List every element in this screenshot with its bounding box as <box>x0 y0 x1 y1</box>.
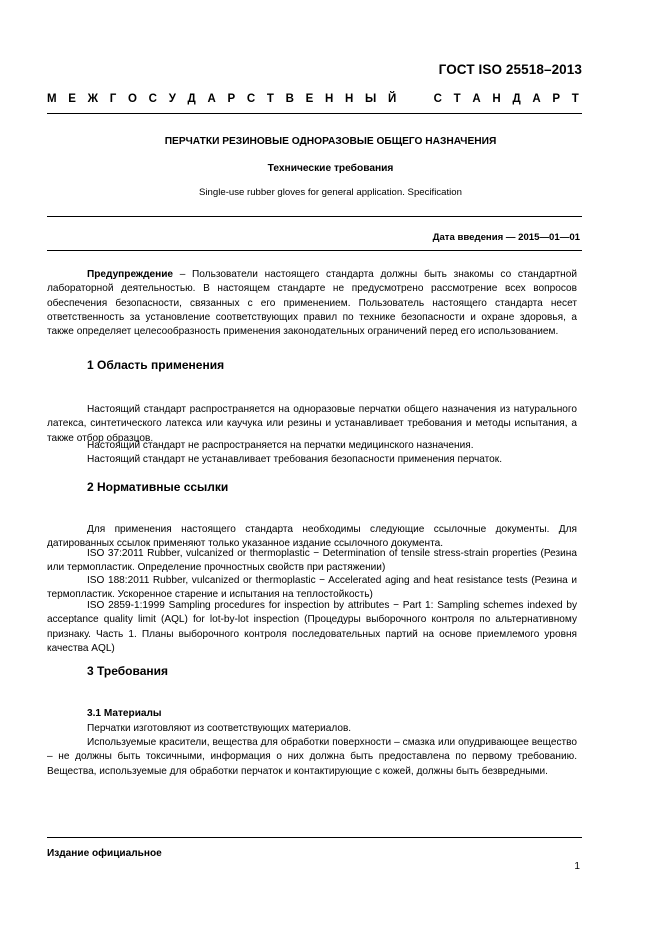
banner-letter: Н <box>492 93 501 105</box>
section-3-heading: 3 Требования <box>87 664 168 678</box>
document-title: ПЕРЧАТКИ РЕЗИНОВЫЕ ОДНОРАЗОВЫЕ ОБЩЕГО НАЗНАЧЕНИЯ <box>164 136 497 147</box>
banner-letter: Й <box>387 93 397 105</box>
title-rule <box>47 216 582 217</box>
banner-letter: Т <box>571 93 579 105</box>
section-2-reference-iso37: ISO 37:2011 Rubber, vulcanized or thermoplastic − Determination of tensile stress-strain properties (Резина или термопластик. Определение прочностных свойств при растяжении) <box>47 548 577 574</box>
warning-paragraph <box>47 268 577 339</box>
header-rule <box>47 113 582 114</box>
banner-letter: М <box>47 93 57 105</box>
interstate-standard-banner <box>47 93 579 105</box>
official-edition-label: Издание официальное <box>47 848 162 859</box>
banner-letter: Т <box>266 93 274 105</box>
banner-letter: С <box>246 93 256 105</box>
banner-letter: Ы <box>365 93 377 105</box>
banner-letter: А <box>472 93 481 105</box>
section-2-reference-iso188: ISO 188:2011 Rubber, vulcanized or thermoplastic − Accelerated aging and heat resistance tests (Резина и термопластик. Ускоренное старение и испытания на теплостойкость) <box>47 575 577 601</box>
section-1-heading: 1 Область применения <box>87 358 225 372</box>
document-subtitle: Технические требования <box>267 163 394 174</box>
section-3-paragraph-2: Используемые красители, вещества для обработки поверхности – смазка или опудривающее вещество – не должны быть токсичными, информация о них должна быть предоставлена по первому требованию. Вещества, используемые для обработки перчаток и контактирующие с кожей, должны быть безвредными. <box>47 737 577 777</box>
banner-letter: Т <box>453 93 461 105</box>
banner-letter: С <box>433 93 442 105</box>
banner-letter: Е <box>68 93 76 105</box>
banner-letter: Р <box>552 93 561 105</box>
banner-letter: Р <box>227 93 236 105</box>
banner-letter: С <box>148 93 157 105</box>
date-rule <box>47 250 582 251</box>
banner-letter: Н <box>345 93 354 105</box>
banner-letter: Г <box>109 93 117 105</box>
banner-letter: Д <box>187 93 196 105</box>
section-1-paragraph-1: Настоящий стандарт распространяется на одноразовые перчатки общего назначения из натурального латекса, синтетического латекса или каучука или резины и устанавливает требования и методы испытания, а также отбор образцов. <box>47 404 577 444</box>
banner-letter: О <box>128 93 137 105</box>
banner-word-gap <box>408 93 422 105</box>
banner-letter: А <box>207 93 216 105</box>
warning-label: Предупреждение <box>87 269 174 280</box>
banner-letter: А <box>532 93 541 105</box>
section-1-paragraph-3: Настоящий стандарт не устанавливает требования безопасности применения перчаток. <box>87 454 503 465</box>
subsection-3-1-heading: 3.1 Материалы <box>87 708 162 719</box>
page-number: 1 <box>574 861 580 872</box>
banner-letter: Н <box>324 93 334 105</box>
footer-rule <box>47 837 582 838</box>
section-3-paragraph-1: Перчатки изготовляют из соответствующих материалов. <box>87 723 352 734</box>
banner-letter: У <box>168 93 176 105</box>
introduction-date: Дата введения — 2015—01—01 <box>432 232 580 243</box>
banner-letter: Ж <box>87 93 99 105</box>
section-2-reference-iso2859: ISO 2859-1:1999 Sampling procedures for inspection by attributes − Part 1: Sampling schemes indexed by acceptance quality limit (AQL) for lot-by-lot inspection (Процедуры выборочного контроля по альтернативному признаку. Часть 1. Планы выборочного контроля последовательных партий на основе приемлемого уровня качества AQL) <box>47 600 577 654</box>
banner-letter: Д <box>512 93 521 105</box>
banner-letter: Е <box>305 93 314 105</box>
banner-letter: В <box>285 93 294 105</box>
section-2-heading: 2 Нормативные ссылки <box>87 480 229 494</box>
section-1-paragraph-2: Настоящий стандарт не распространяется на перчатки медицинского назначения. <box>87 440 474 451</box>
section-2-paragraph-1: Для применения настоящего стандарта необходимы следующие ссылочные документы. Для датированных ссылок применяют только указанное издание ссылочного документа. <box>47 524 577 550</box>
document-title-english: Single-use rubber gloves for general application. Specification <box>199 187 462 198</box>
standard-id: ГОСТ ISO 25518–2013 <box>438 62 582 77</box>
warning-text: – Пользователи настоящего стандарта должны быть знакомы со стандартной лабораторной деятельностью. В настоящем стандарте не предусмотрено рассмотрение всех вопросов обеспечения безопасности, связанных с его применением. Пользователь настоящего стандарта несет ответственность за установление соответствующих правил по технике безопасности и охране здоровья, а также определяет целесообразность применения законодательных ограничений перед его использованием. <box>47 269 577 338</box>
